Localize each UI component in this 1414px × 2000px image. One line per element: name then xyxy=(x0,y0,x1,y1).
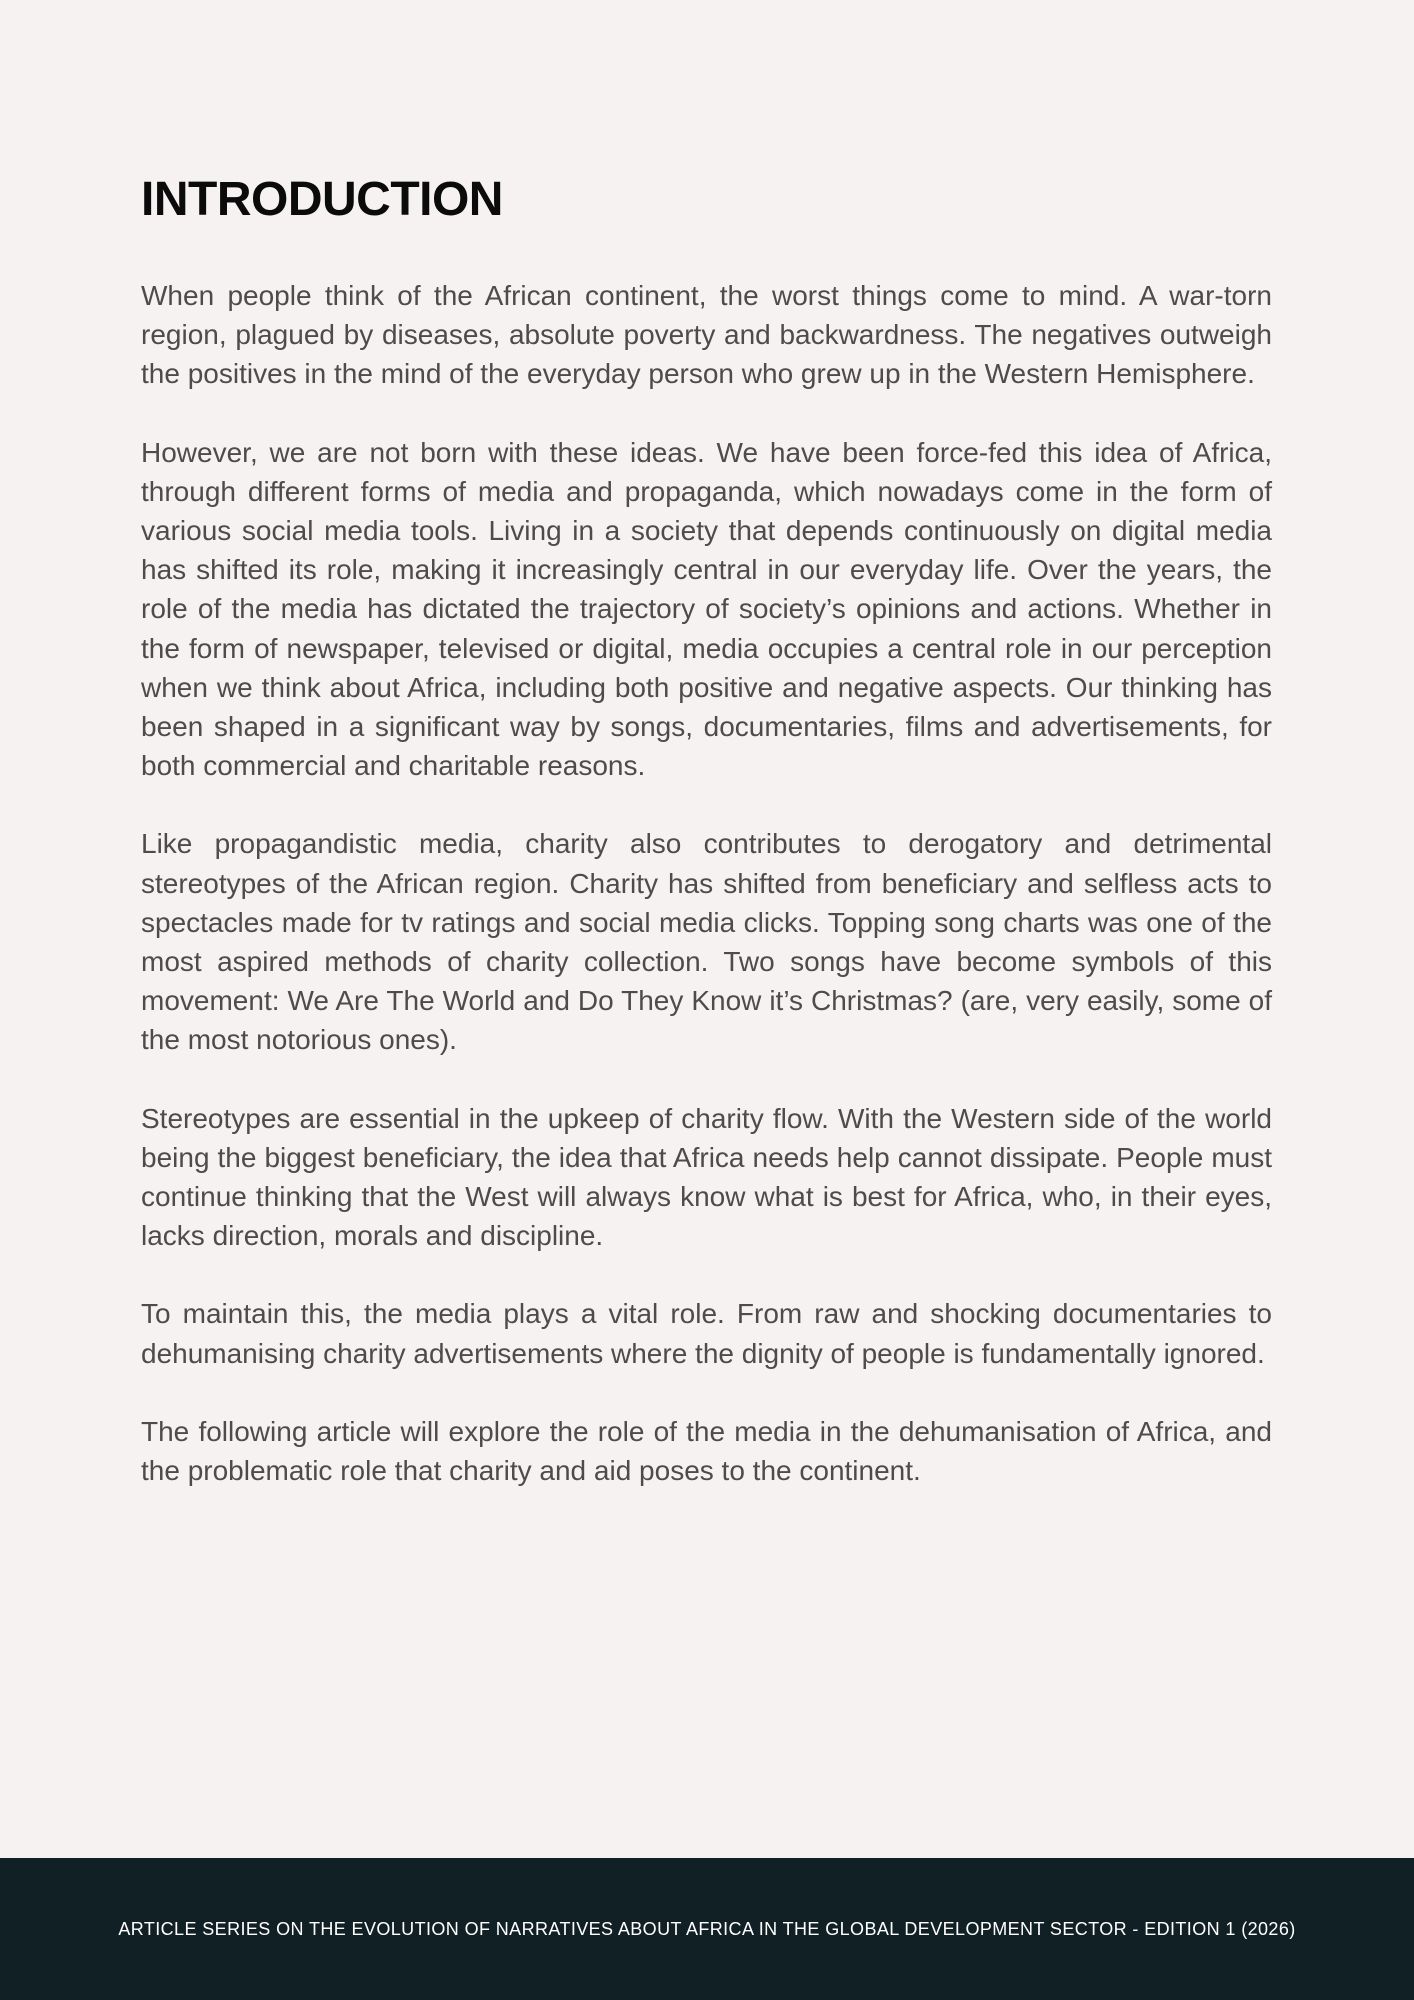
article-paragraph: When people think of the African continent, the worst things come to mind. A war-torn region, plagued by diseases, absolute poverty and backwardness. The negatives outweigh the positives in the mind of the everyday person who grew up in the Western Hemisphere. xyxy=(141,280,1272,390)
article-footer xyxy=(0,1858,1414,2000)
article-paragraph: However, we are not born with these ideas. We have been force-fed this idea of Africa, through different forms of media and propaganda, which nowadays come in the form of various social media tools. Living in a society that depends continuously on digital media has shifted its role, making it increasingly central in our everyday life. Over the years, the role of the media has dictated the trajectory of society’s opinions and actions. Whether in the form of newspaper, televised or digital, media occupies a central role in our perception when we think about Africa, including both positive and negative aspects. Our thinking has been shaped in a significant way by songs, documentaries, films and advertisements, for both commercial and charitable reasons. xyxy=(141,436,1272,782)
article-paragraph: To maintain this, the media plays a vital role. From raw and shocking documentaries to dehumanising charity advertisements where the dignity of people is fundamentally ignored. xyxy=(141,1298,1272,1369)
article-paragraph: The following article will explore the role of the media in the dehumanisation of Africa, and the problematic role that charity and aid poses to the continent. xyxy=(141,1415,1272,1487)
article-content xyxy=(141,172,1272,1529)
article-paragraph: Like propagandistic media, charity also contributes to derogatory and detrimental stereotypes of the African region. Charity has shifted from beneficiary and selfless acts to spectacles made for tv ratings and social media clicks. Topping song charts was one of the most aspired methods of charity collection. Two songs have become symbols of this movement: We Are The World and Do They Know it’s Christmas? (are, very easily, some of the most notorious ones). xyxy=(141,828,1272,1056)
article-paragraph: Stereotypes are essential in the upkeep of charity flow. With the Western side of the world being the biggest beneficiary, the idea that Africa needs help cannot dissipate. People must continue thinking that the West will always know what is best for Africa, who, in their eyes, lacks direction, morals and discipline. xyxy=(141,1102,1272,1252)
footer-series-text: ARTICLE SERIES ON THE EVOLUTION OF NARRATIVES ABOUT AFRICA IN THE GLOBAL DEVELOPMENT SECTOR - EDITION 1 (2026) xyxy=(118,1918,1296,1939)
page-title: INTRODUCTION xyxy=(141,173,503,226)
